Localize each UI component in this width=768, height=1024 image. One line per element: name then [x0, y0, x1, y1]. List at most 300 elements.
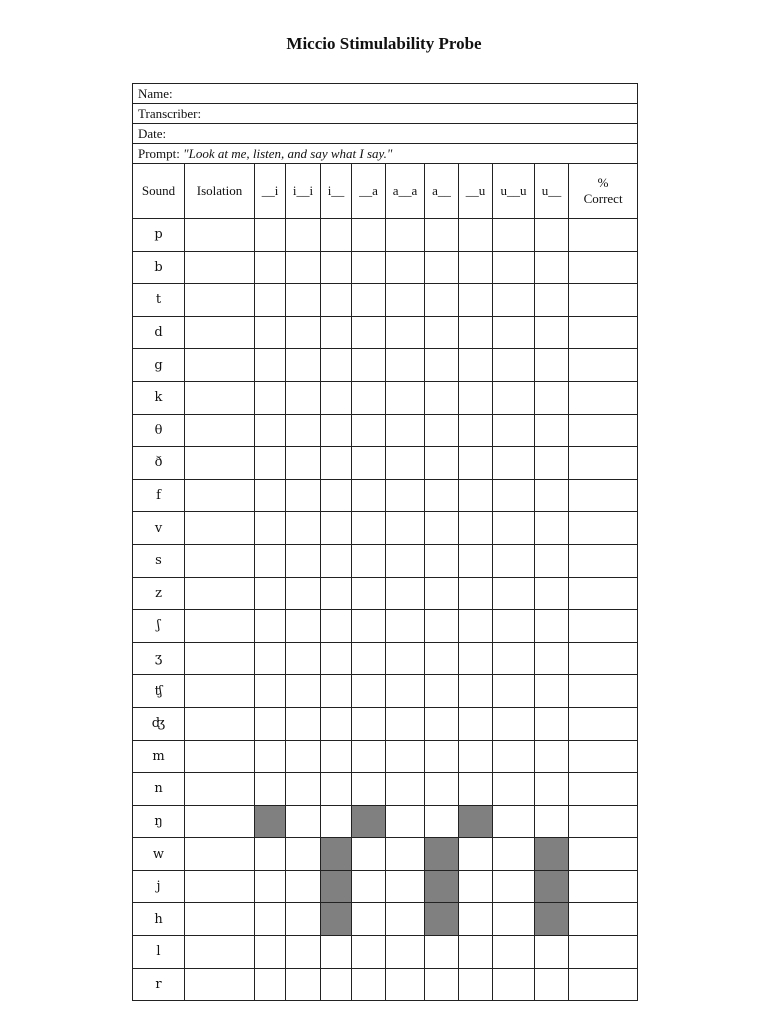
context-cell[interactable] — [255, 512, 286, 545]
context-cell[interactable] — [425, 773, 459, 806]
context-cell[interactable] — [535, 707, 569, 740]
context-cell[interactable] — [352, 479, 386, 512]
context-cell[interactable] — [321, 284, 352, 317]
context-cell[interactable] — [493, 219, 535, 252]
context-cell[interactable] — [535, 316, 569, 349]
context-cell[interactable] — [321, 936, 352, 969]
context-cell[interactable] — [386, 707, 425, 740]
context-cell[interactable] — [386, 447, 425, 480]
context-cell[interactable] — [425, 577, 459, 610]
percent-correct-cell[interactable] — [569, 316, 638, 349]
context-cell[interactable] — [493, 773, 535, 806]
context-cell[interactable] — [493, 284, 535, 317]
context-cell[interactable] — [321, 219, 352, 252]
context-cell[interactable] — [425, 284, 459, 317]
context-cell[interactable] — [493, 610, 535, 643]
context-cell[interactable] — [255, 251, 286, 284]
percent-correct-cell[interactable] — [569, 479, 638, 512]
context-cell[interactable] — [321, 642, 352, 675]
context-cell[interactable] — [255, 838, 286, 871]
context-cell[interactable] — [386, 544, 425, 577]
context-cell[interactable] — [425, 675, 459, 708]
context-cell[interactable] — [352, 707, 386, 740]
table-row — [133, 512, 638, 545]
isolation-cell[interactable] — [185, 610, 255, 643]
context-cell[interactable] — [535, 414, 569, 447]
context-cell[interactable] — [286, 349, 321, 382]
context-cell[interactable] — [286, 479, 321, 512]
context-cell[interactable] — [386, 968, 425, 1001]
context-cell[interactable] — [425, 251, 459, 284]
isolation-cell[interactable] — [185, 219, 255, 252]
shaded-cell — [321, 838, 352, 871]
percent-correct-cell[interactable] — [569, 707, 638, 740]
context-cell[interactable] — [321, 544, 352, 577]
context-cell[interactable] — [255, 968, 286, 1001]
isolation-cell[interactable] — [185, 284, 255, 317]
context-cell[interactable] — [286, 316, 321, 349]
context-cell[interactable] — [535, 740, 569, 773]
isolation-cell[interactable] — [185, 316, 255, 349]
context-cell[interactable] — [459, 936, 493, 969]
context-cell[interactable] — [386, 251, 425, 284]
context-cell[interactable] — [386, 675, 425, 708]
context-cell[interactable] — [352, 968, 386, 1001]
context-cell[interactable] — [352, 642, 386, 675]
context-cell[interactable] — [286, 675, 321, 708]
context-cell[interactable] — [386, 512, 425, 545]
context-cell[interactable] — [493, 447, 535, 480]
context-cell[interactable] — [255, 707, 286, 740]
header-isolation: Isolation — [185, 164, 255, 219]
context-cell[interactable] — [321, 447, 352, 480]
context-cell[interactable] — [459, 381, 493, 414]
context-cell[interactable] — [255, 577, 286, 610]
context-cell[interactable] — [321, 675, 352, 708]
context-cell[interactable] — [459, 707, 493, 740]
header-context: u__u — [493, 164, 535, 219]
context-cell[interactable] — [535, 251, 569, 284]
context-cell[interactable] — [321, 479, 352, 512]
context-cell[interactable] — [286, 870, 321, 903]
context-cell[interactable] — [386, 316, 425, 349]
context-cell[interactable] — [255, 316, 286, 349]
context-cell[interactable] — [425, 381, 459, 414]
context-cell[interactable] — [493, 707, 535, 740]
sound-label: n — [133, 773, 185, 806]
context-cell[interactable] — [459, 903, 493, 936]
percent-symbol: % — [597, 175, 609, 190]
context-cell[interactable] — [386, 773, 425, 806]
table-row — [133, 773, 638, 806]
context-cell[interactable] — [425, 968, 459, 1001]
isolation-cell[interactable] — [185, 968, 255, 1001]
table-row — [133, 219, 638, 252]
percent-correct-cell[interactable] — [569, 381, 638, 414]
context-cell[interactable] — [352, 903, 386, 936]
context-cell[interactable] — [386, 219, 425, 252]
context-cell[interactable] — [321, 251, 352, 284]
context-cell[interactable] — [352, 838, 386, 871]
name-row — [133, 84, 638, 104]
context-cell[interactable] — [255, 349, 286, 382]
sound-label: z — [133, 577, 185, 610]
isolation-cell[interactable] — [185, 512, 255, 545]
date-label: Date: — [138, 125, 167, 141]
isolation-cell[interactable] — [185, 805, 255, 838]
context-cell[interactable] — [386, 479, 425, 512]
context-cell[interactable] — [286, 512, 321, 545]
percent-correct-cell[interactable] — [569, 642, 638, 675]
context-cell[interactable] — [321, 414, 352, 447]
context-cell[interactable] — [386, 838, 425, 871]
context-cell[interactable] — [321, 740, 352, 773]
context-cell[interactable] — [321, 381, 352, 414]
context-cell[interactable] — [459, 447, 493, 480]
isolation-cell[interactable] — [185, 642, 255, 675]
context-cell[interactable] — [255, 642, 286, 675]
context-cell[interactable] — [352, 447, 386, 480]
isolation-cell[interactable] — [185, 707, 255, 740]
context-cell[interactable] — [286, 610, 321, 643]
isolation-cell[interactable] — [185, 773, 255, 806]
context-cell[interactable] — [255, 219, 286, 252]
context-cell[interactable] — [352, 577, 386, 610]
isolation-cell[interactable] — [185, 349, 255, 382]
percent-correct-cell[interactable] — [569, 968, 638, 1001]
isolation-cell[interactable] — [185, 870, 255, 903]
context-cell[interactable] — [386, 284, 425, 317]
isolation-cell[interactable] — [185, 936, 255, 969]
percent-correct-cell[interactable] — [569, 773, 638, 806]
context-cell[interactable] — [286, 805, 321, 838]
context-cell[interactable] — [425, 349, 459, 382]
isolation-cell[interactable] — [185, 675, 255, 708]
context-cell[interactable] — [286, 577, 321, 610]
sound-label: p — [133, 219, 185, 252]
shaded-cell — [535, 838, 569, 871]
context-cell[interactable] — [286, 447, 321, 480]
table-row — [133, 642, 638, 675]
context-cell[interactable] — [425, 447, 459, 480]
context-cell[interactable] — [321, 512, 352, 545]
context-cell[interactable] — [493, 577, 535, 610]
context-cell[interactable] — [493, 968, 535, 1001]
context-cell[interactable] — [321, 349, 352, 382]
context-cell[interactable] — [535, 936, 569, 969]
context-cell[interactable] — [321, 610, 352, 643]
context-cell[interactable] — [255, 903, 286, 936]
context-cell[interactable] — [459, 512, 493, 545]
context-cell[interactable] — [255, 479, 286, 512]
isolation-cell[interactable] — [185, 479, 255, 512]
context-cell[interactable] — [255, 610, 286, 643]
name-field[interactable] — [133, 84, 638, 104]
context-cell[interactable] — [425, 479, 459, 512]
context-cell[interactable] — [493, 479, 535, 512]
context-cell[interactable] — [286, 642, 321, 675]
sound-label: k — [133, 381, 185, 414]
context-cell[interactable] — [352, 414, 386, 447]
context-cell[interactable] — [459, 414, 493, 447]
table-row — [133, 544, 638, 577]
header-percent-correct — [569, 164, 638, 219]
context-cell[interactable] — [459, 316, 493, 349]
context-cell[interactable] — [425, 642, 459, 675]
name-label: Name: — [138, 85, 173, 101]
context-cell[interactable] — [386, 870, 425, 903]
context-cell[interactable] — [386, 642, 425, 675]
table-row — [133, 838, 638, 871]
context-cell[interactable] — [535, 642, 569, 675]
context-cell[interactable] — [459, 349, 493, 382]
percent-correct-cell[interactable] — [569, 544, 638, 577]
transcriber-field[interactable] — [133, 104, 638, 124]
context-cell[interactable] — [352, 773, 386, 806]
context-cell[interactable] — [286, 284, 321, 317]
context-cell[interactable] — [286, 544, 321, 577]
percent-correct-cell[interactable] — [569, 577, 638, 610]
context-cell[interactable] — [535, 512, 569, 545]
context-cell[interactable] — [286, 936, 321, 969]
context-cell[interactable] — [459, 219, 493, 252]
percent-correct-cell[interactable] — [569, 675, 638, 708]
context-cell[interactable] — [459, 870, 493, 903]
percent-correct-cell[interactable] — [569, 414, 638, 447]
context-cell[interactable] — [493, 805, 535, 838]
context-cell[interactable] — [535, 447, 569, 480]
context-cell[interactable] — [535, 610, 569, 643]
context-cell[interactable] — [255, 870, 286, 903]
context-cell[interactable] — [493, 870, 535, 903]
context-cell[interactable] — [286, 707, 321, 740]
context-cell[interactable] — [459, 284, 493, 317]
context-cell[interactable] — [535, 968, 569, 1001]
prompt-text: "Look at me, listen, and say what I say." — [183, 145, 393, 161]
percent-correct-cell[interactable] — [569, 610, 638, 643]
context-cell[interactable] — [352, 610, 386, 643]
context-cell[interactable] — [321, 316, 352, 349]
context-cell[interactable] — [255, 675, 286, 708]
sound-label: ð — [133, 447, 185, 480]
context-cell[interactable] — [535, 284, 569, 317]
context-cell[interactable] — [352, 512, 386, 545]
context-cell[interactable] — [535, 577, 569, 610]
context-cell[interactable] — [255, 381, 286, 414]
context-cell[interactable] — [493, 512, 535, 545]
context-cell[interactable] — [459, 544, 493, 577]
context-cell[interactable] — [286, 773, 321, 806]
context-cell[interactable] — [255, 773, 286, 806]
context-cell[interactable] — [493, 381, 535, 414]
context-cell[interactable] — [493, 838, 535, 871]
date-row — [133, 124, 638, 144]
context-cell[interactable] — [493, 414, 535, 447]
sound-label: f — [133, 479, 185, 512]
percent-correct-cell[interactable] — [569, 903, 638, 936]
context-cell[interactable] — [459, 675, 493, 708]
context-cell[interactable] — [493, 675, 535, 708]
percent-correct-cell[interactable] — [569, 349, 638, 382]
isolation-cell[interactable] — [185, 838, 255, 871]
table-row — [133, 805, 638, 838]
sound-label: ʒ — [133, 642, 185, 675]
shaded-cell — [535, 903, 569, 936]
context-cell[interactable] — [352, 219, 386, 252]
stimulability-probe-table — [132, 83, 638, 1001]
context-cell[interactable] — [321, 773, 352, 806]
context-cell[interactable] — [425, 740, 459, 773]
context-cell[interactable] — [286, 414, 321, 447]
context-cell[interactable] — [425, 316, 459, 349]
context-cell[interactable] — [352, 544, 386, 577]
context-cell[interactable] — [493, 740, 535, 773]
context-cell[interactable] — [459, 740, 493, 773]
context-cell[interactable] — [286, 381, 321, 414]
context-cell[interactable] — [286, 838, 321, 871]
context-cell[interactable] — [386, 414, 425, 447]
shaded-cell — [535, 870, 569, 903]
context-cell[interactable] — [352, 251, 386, 284]
context-cell[interactable] — [425, 805, 459, 838]
context-cell[interactable] — [286, 968, 321, 1001]
context-cell[interactable] — [386, 936, 425, 969]
table-row — [133, 707, 638, 740]
context-cell[interactable] — [352, 675, 386, 708]
context-cell[interactable] — [386, 903, 425, 936]
context-cell[interactable] — [459, 642, 493, 675]
context-cell[interactable] — [459, 968, 493, 1001]
isolation-cell[interactable] — [185, 414, 255, 447]
context-cell[interactable] — [535, 349, 569, 382]
context-cell[interactable] — [459, 577, 493, 610]
context-cell[interactable] — [425, 414, 459, 447]
context-cell[interactable] — [352, 381, 386, 414]
isolation-cell[interactable] — [185, 740, 255, 773]
header-context: __a — [352, 164, 386, 219]
sound-label: ʃ — [133, 610, 185, 643]
percent-word: Correct — [583, 191, 623, 206]
context-cell[interactable] — [535, 479, 569, 512]
isolation-cell[interactable] — [185, 577, 255, 610]
isolation-cell[interactable] — [185, 544, 255, 577]
context-cell[interactable] — [459, 479, 493, 512]
context-cell[interactable] — [493, 251, 535, 284]
context-cell[interactable] — [493, 903, 535, 936]
context-cell[interactable] — [255, 740, 286, 773]
header-sound: Sound — [133, 164, 185, 219]
context-cell[interactable] — [286, 740, 321, 773]
context-cell[interactable] — [352, 740, 386, 773]
isolation-cell[interactable] — [185, 903, 255, 936]
table-row — [133, 349, 638, 382]
context-cell[interactable] — [425, 610, 459, 643]
context-cell[interactable] — [459, 610, 493, 643]
context-cell[interactable] — [425, 544, 459, 577]
context-cell[interactable] — [352, 349, 386, 382]
percent-correct-cell[interactable] — [569, 284, 638, 317]
percent-correct-cell[interactable] — [569, 838, 638, 871]
sound-label: r — [133, 968, 185, 1001]
context-cell[interactable] — [352, 936, 386, 969]
context-cell[interactable] — [459, 838, 493, 871]
context-cell[interactable] — [459, 773, 493, 806]
context-cell[interactable] — [493, 936, 535, 969]
shaded-cell — [425, 838, 459, 871]
sound-label: θ — [133, 414, 185, 447]
date-field[interactable] — [133, 124, 638, 144]
transcriber-label: Transcriber: — [138, 105, 202, 121]
percent-correct-cell[interactable] — [569, 251, 638, 284]
context-cell[interactable] — [386, 805, 425, 838]
percent-correct-cell[interactable] — [569, 740, 638, 773]
isolation-cell[interactable] — [185, 251, 255, 284]
context-cell[interactable] — [425, 512, 459, 545]
context-cell[interactable] — [459, 251, 493, 284]
percent-correct-cell[interactable] — [569, 936, 638, 969]
context-cell[interactable] — [255, 544, 286, 577]
context-cell[interactable] — [321, 968, 352, 1001]
percent-correct-cell[interactable] — [569, 219, 638, 252]
table-row — [133, 968, 638, 1001]
context-cell[interactable] — [286, 251, 321, 284]
context-cell[interactable] — [352, 316, 386, 349]
context-cell[interactable] — [255, 936, 286, 969]
context-cell[interactable] — [352, 870, 386, 903]
context-cell[interactable] — [386, 381, 425, 414]
context-cell[interactable] — [386, 740, 425, 773]
context-cell[interactable] — [493, 316, 535, 349]
context-cell[interactable] — [493, 544, 535, 577]
context-cell[interactable] — [321, 577, 352, 610]
context-cell[interactable] — [493, 349, 535, 382]
table-row — [133, 447, 638, 480]
prompt-field — [133, 144, 638, 164]
context-cell[interactable] — [535, 805, 569, 838]
context-cell[interactable] — [493, 642, 535, 675]
shaded-cell — [459, 805, 493, 838]
context-cell[interactable] — [535, 544, 569, 577]
context-cell[interactable] — [386, 610, 425, 643]
context-cell[interactable] — [255, 284, 286, 317]
context-cell[interactable] — [321, 707, 352, 740]
context-cell[interactable] — [352, 284, 386, 317]
context-cell[interactable] — [386, 577, 425, 610]
context-cell[interactable] — [425, 219, 459, 252]
sound-label: ʤ — [133, 707, 185, 740]
percent-correct-cell[interactable] — [569, 512, 638, 545]
isolation-cell[interactable] — [185, 381, 255, 414]
sound-label: g — [133, 349, 185, 382]
context-cell[interactable] — [255, 447, 286, 480]
context-cell[interactable] — [321, 805, 352, 838]
context-cell[interactable] — [286, 903, 321, 936]
header-context: __u — [459, 164, 493, 219]
percent-correct-cell[interactable] — [569, 870, 638, 903]
context-cell[interactable] — [535, 675, 569, 708]
context-cell[interactable] — [286, 219, 321, 252]
context-cell[interactable] — [535, 773, 569, 806]
isolation-cell[interactable] — [185, 447, 255, 480]
context-cell[interactable] — [425, 707, 459, 740]
percent-correct-cell[interactable] — [569, 447, 638, 480]
context-cell[interactable] — [255, 414, 286, 447]
percent-correct-cell[interactable] — [569, 805, 638, 838]
context-cell[interactable] — [535, 381, 569, 414]
context-cell[interactable] — [425, 936, 459, 969]
context-cell[interactable] — [386, 349, 425, 382]
context-cell[interactable] — [535, 219, 569, 252]
